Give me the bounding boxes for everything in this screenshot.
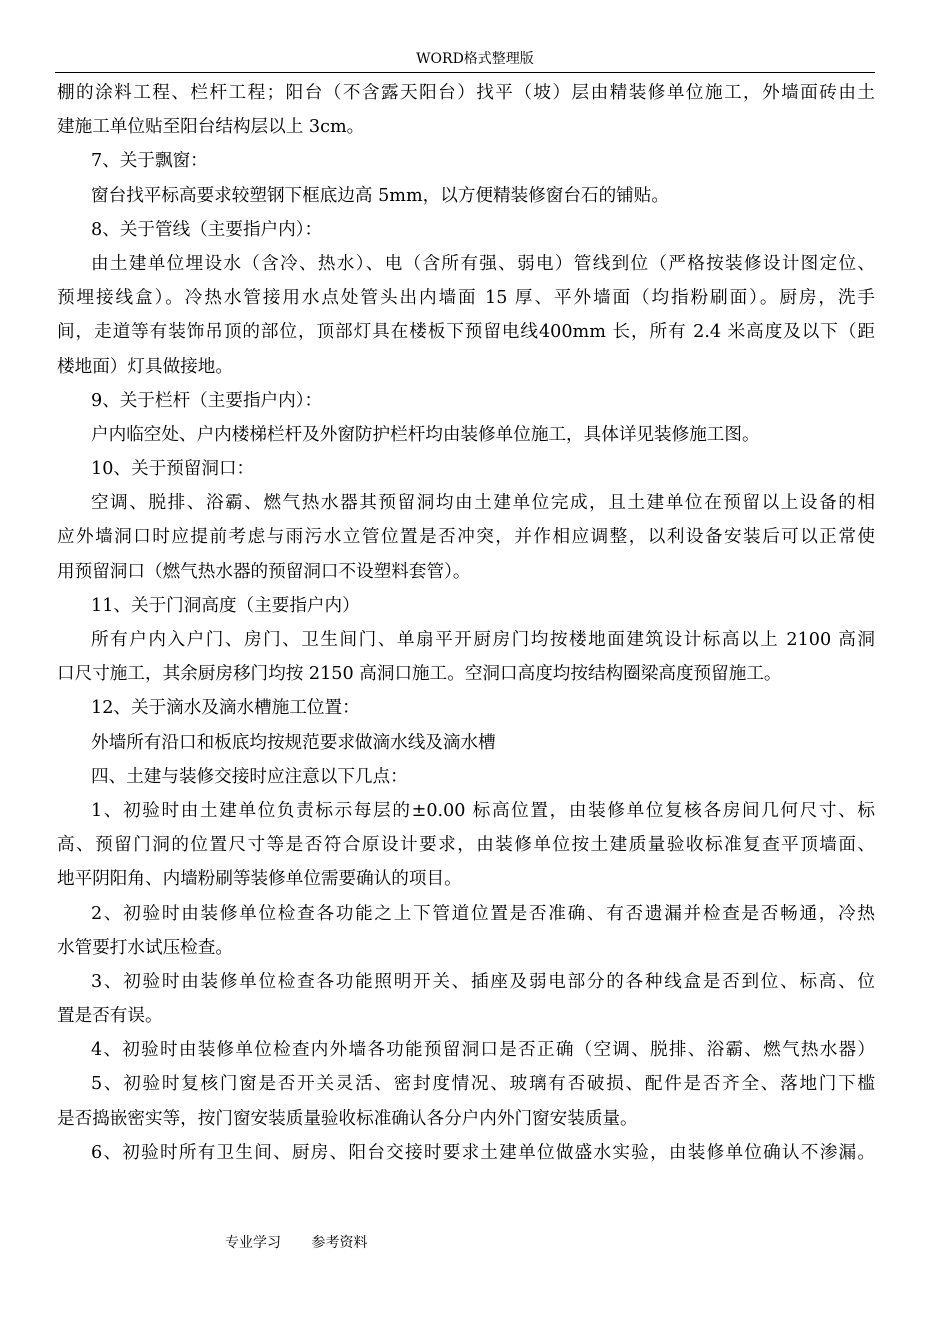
text-line: 10、关于预留洞口： (91, 459, 255, 480)
footer-right-text: 参考资料 (311, 1235, 368, 1251)
text-line: 外墙所有沿口和板底均按规范要求做滴水线及滴水槽 (91, 732, 496, 753)
text-line: 楼地面）灯具做接地。 (57, 356, 233, 377)
text-line: 四、土建与装修交接时应注意以下几点： (91, 766, 408, 787)
text-line: 4、初验时由装修单位检查内外墙各功能预留洞口是否正确（空调、脱排、浴霸、燃气热水器） (91, 1040, 875, 1061)
text-line: 11、关于门洞高度（主要指户内） (91, 595, 360, 616)
footer-left-text: 专业学习 (225, 1235, 281, 1251)
text-line: 水管要打水试压检查。 (57, 937, 233, 958)
page-header: WORD格式整理版 (416, 51, 534, 67)
text-line: 空调、脱排、浴霸、燃气热水器其预留洞均由土建单位完成，且土建单位在预留以上设备的相 (91, 493, 875, 514)
text-line: 建施工单位贴至阳台结构层以上 3cm。 (57, 117, 365, 138)
text-line: 5、初验时复核门窗是否开关灵活、密封度情况、玻璃有否破损、配件是否齐全、落地门下槛 (91, 1074, 875, 1095)
text-line: 2、初验时由装修单位检查各功能之上下管道位置是否准确、有否遗漏并检查是否畅通，冷热 (91, 903, 875, 924)
text-line: 6、初验时所有卫生间、厨房、阳台交接时要求土建单位做盛水实验，由装修单位确认不渗漏。 (91, 1142, 875, 1163)
text-line: 预埋接线盒）。冷热水管接用水点处管头出内墙面 15 厚、平外墙面（均指粉刷面）。厨房，洗手 (57, 288, 875, 309)
text-line: 窗台找平标高要求较塑钢下框底边高 5mm，以方便精装修窗台石的铺贴。 (91, 185, 669, 206)
document-body (57, 76, 875, 1170)
text-line: 由土建单位埋设水（含冷、热水）、电（含所有强、弱电）管线到位（严格按装修设计图定位、 (91, 253, 875, 274)
text-line: 所有户内入户门、房门、卫生间门、单扇平开厨房门均按楼地面建筑设计标高以上 2100 高洞 (91, 630, 875, 650)
text-line: 户内临空处、户内楼梯栏杆及外窗防护栏杆均由装修单位施工，具体详见装修施工图。 (91, 424, 760, 445)
text-line: 地平阴阳角、内墙粉刷等装修单位需要确认的项目。 (57, 869, 462, 890)
text-line: 高、预留门洞的位置尺寸等是否符合原设计要求，由装修单位按土建质量验收标准复查平顶墙面、 (57, 835, 875, 856)
text-line: 8、关于管线（主要指户内）： (91, 219, 323, 240)
text-line: 棚的涂料工程、栏杆工程；阳台（不含露天阳台）找平（坡）层由精装修单位施工，外墙面砖由土 (57, 83, 875, 103)
text-line: 3、初验时由装修单位检查各功能照明开关、插座及弱电部分的各种线盒是否到位、标高、位 (91, 971, 875, 992)
text-line: 7、关于飘窗： (91, 151, 208, 172)
text-line: 用预留洞口（燃气热水器的预留洞口不设塑料套管）。 (57, 561, 471, 582)
page-footer (225, 1234, 393, 1252)
header-rule (55, 72, 875, 73)
text-line: 12、关于滴水及滴水槽施工位置： (91, 698, 360, 719)
text-line: 口尺寸施工，其余厨房移门均按 2150 高洞口施工。空洞口高度均按结构圈梁高度预留施工。 (57, 664, 782, 685)
text-line: 间，走道等有装饰吊顶的部位，顶部灯具在楼板下预留电线400mm 长，所有 2.4 米高度及以下（距 (57, 322, 875, 343)
text-line: 9、关于栏杆（主要指户内）： (91, 390, 323, 411)
text-line: 是否捣嵌密实等，按门窗安装质量验收标准确认各分户内外门窗安装质量。 (57, 1108, 638, 1129)
text-line: 1、初验时由土建单位负责标示每层的±0.00 标高位置，由装修单位复核各房间几何尺寸、标 (91, 800, 875, 821)
text-line: 置是否有误。 (57, 1006, 163, 1027)
text-line: 应外墙洞口时应提前考虑与雨污水立管位置是否冲突，并作相应调整，以利设备安装后可以正常使 (57, 527, 875, 548)
